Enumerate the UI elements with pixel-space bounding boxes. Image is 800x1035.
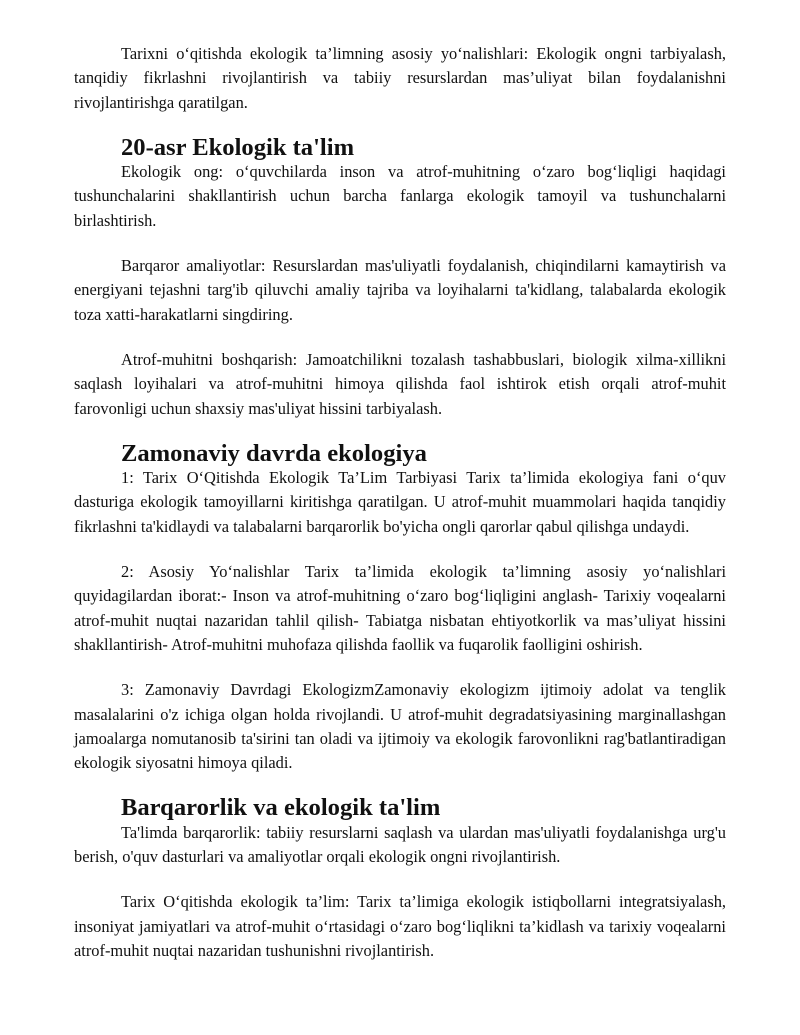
paragraph-ecological-awareness: Ekologik ong: oʻquvchilarda inson va atrof-muhitning oʻzaro bogʻliqligi haqidagi tushunchalarini shakllantirish uchun barcha fanlarga ekologik tamoyil va tushunchalarni birlashtirish. (74, 162, 726, 230)
paragraph-sustainable-practices: Barqaror amaliyotlar: Resurslardan mas'uliyatli foydalanish, chiqindilarni kamaytirish va energiyani tejashni targ'ib qiluvchi amaliy tajriba va loyihalarni ta'kidlang, talabalarda ekologik toza xatti-harakatlarni singdiring. (74, 256, 726, 324)
section-heading-sustainability: Barqarorlik va ekologik ta'lim (121, 794, 441, 822)
intro-paragraph: Tarixni oʻqitishda ekologik ta’limning asosiy yoʻnalishlari: Ekologik ongni tarbiyalash, tanqidiy fikrlashni rivojlantirish va tabiiy resurslardan mas’uliyat bilan foydalanishni rivojlantirishga qaratilgan. (74, 44, 726, 112)
paragraph-environmental-stewardship: Atrof-muhitni boshqarish: Jamoatchilikni tozalash tashabbuslari, biologik xilma-xillikni saqlash loyihalari va atrof-muhitni himoya qilishda faol ishtirok etish orqali atrof-muhit farovonligi uchun shaxsiy mas'uliyat hissini tarbiyalash. (74, 349, 726, 418)
paragraph-point-3: 3: Zamonaviy Davrdagi EkologizmZamonaviy ekologizm ijtimoiy adolat va tenglik masalalarini o'z ichiga olgan holda rivojlandi. U atrof-muhit degradatsiyasining marginallashgan jamoalarga nomutanosib ta'sirini tan oladi va ijtimoiy va ekologik farovonlikni rag'batlantiradigan ekologik siyosatni himoya qiladi. (74, 680, 726, 773)
section-heading-modern-ecology: Zamonaviy davrda ekologiya (121, 439, 427, 467)
section-heading-20th-century: 20-asr Ekologik ta'lim (121, 133, 355, 161)
paragraph-history-ecological-education: Tarix Oʻqitishda ekologik ta’lim: Tarix ta’limiga ekologik istiqbollarni integratsiyalash, insoniyat jamiyatlari va atrof-muhit oʻrtasidagi oʻzaro bogʻliqlikni ta’kidlash va tarixiy voqealarni atrof-muhit nuqtai nazaridan tushunishni rivojlantirish. (74, 892, 726, 960)
paragraph-point-1: 1: Tarix OʻQitishda Ekologik Ta’Lim Tarbiyasi Tarix ta’limida ekologiya fani oʻquv dasturiga ekologik tamoyillarni kiritishga qaratilgan. U atrof-muhit muammolari haqida tanqidiy fikrlashni ta'kidlaydi va talabalarni barqarorlik bo'yicha ongli qarorlar qabul qilishga undaydi. (74, 468, 726, 536)
paragraph-point-2: 2: Asosiy Yoʻnalishlar Tarix ta’limida ekologik ta’limning asosiy yoʻnalishlari quyidagilardan iborat:- Inson va atrof-muhitning oʻzaro bogʻliqligini anglash- Tarixiy voqealarni atrof-muhit nuqtai nazaridan tahlil qilish- Tabiatga nisbatan ehtiyotkorlik va mas’uliyat hissini shakllantirish- Atrof-muhitni muhofaza qilishda faollik va fuqarolik faolligini oshirish. (74, 562, 726, 654)
paragraph-sustainability-in-education: Ta'limda barqarorlik: tabiiy resurslarni saqlash va ulardan mas'uliyatli foydalanishga urg'u berish, o'quv dasturlari va amaliyotlar orqali ekologik ongni rivojlantirish. (74, 822, 726, 867)
